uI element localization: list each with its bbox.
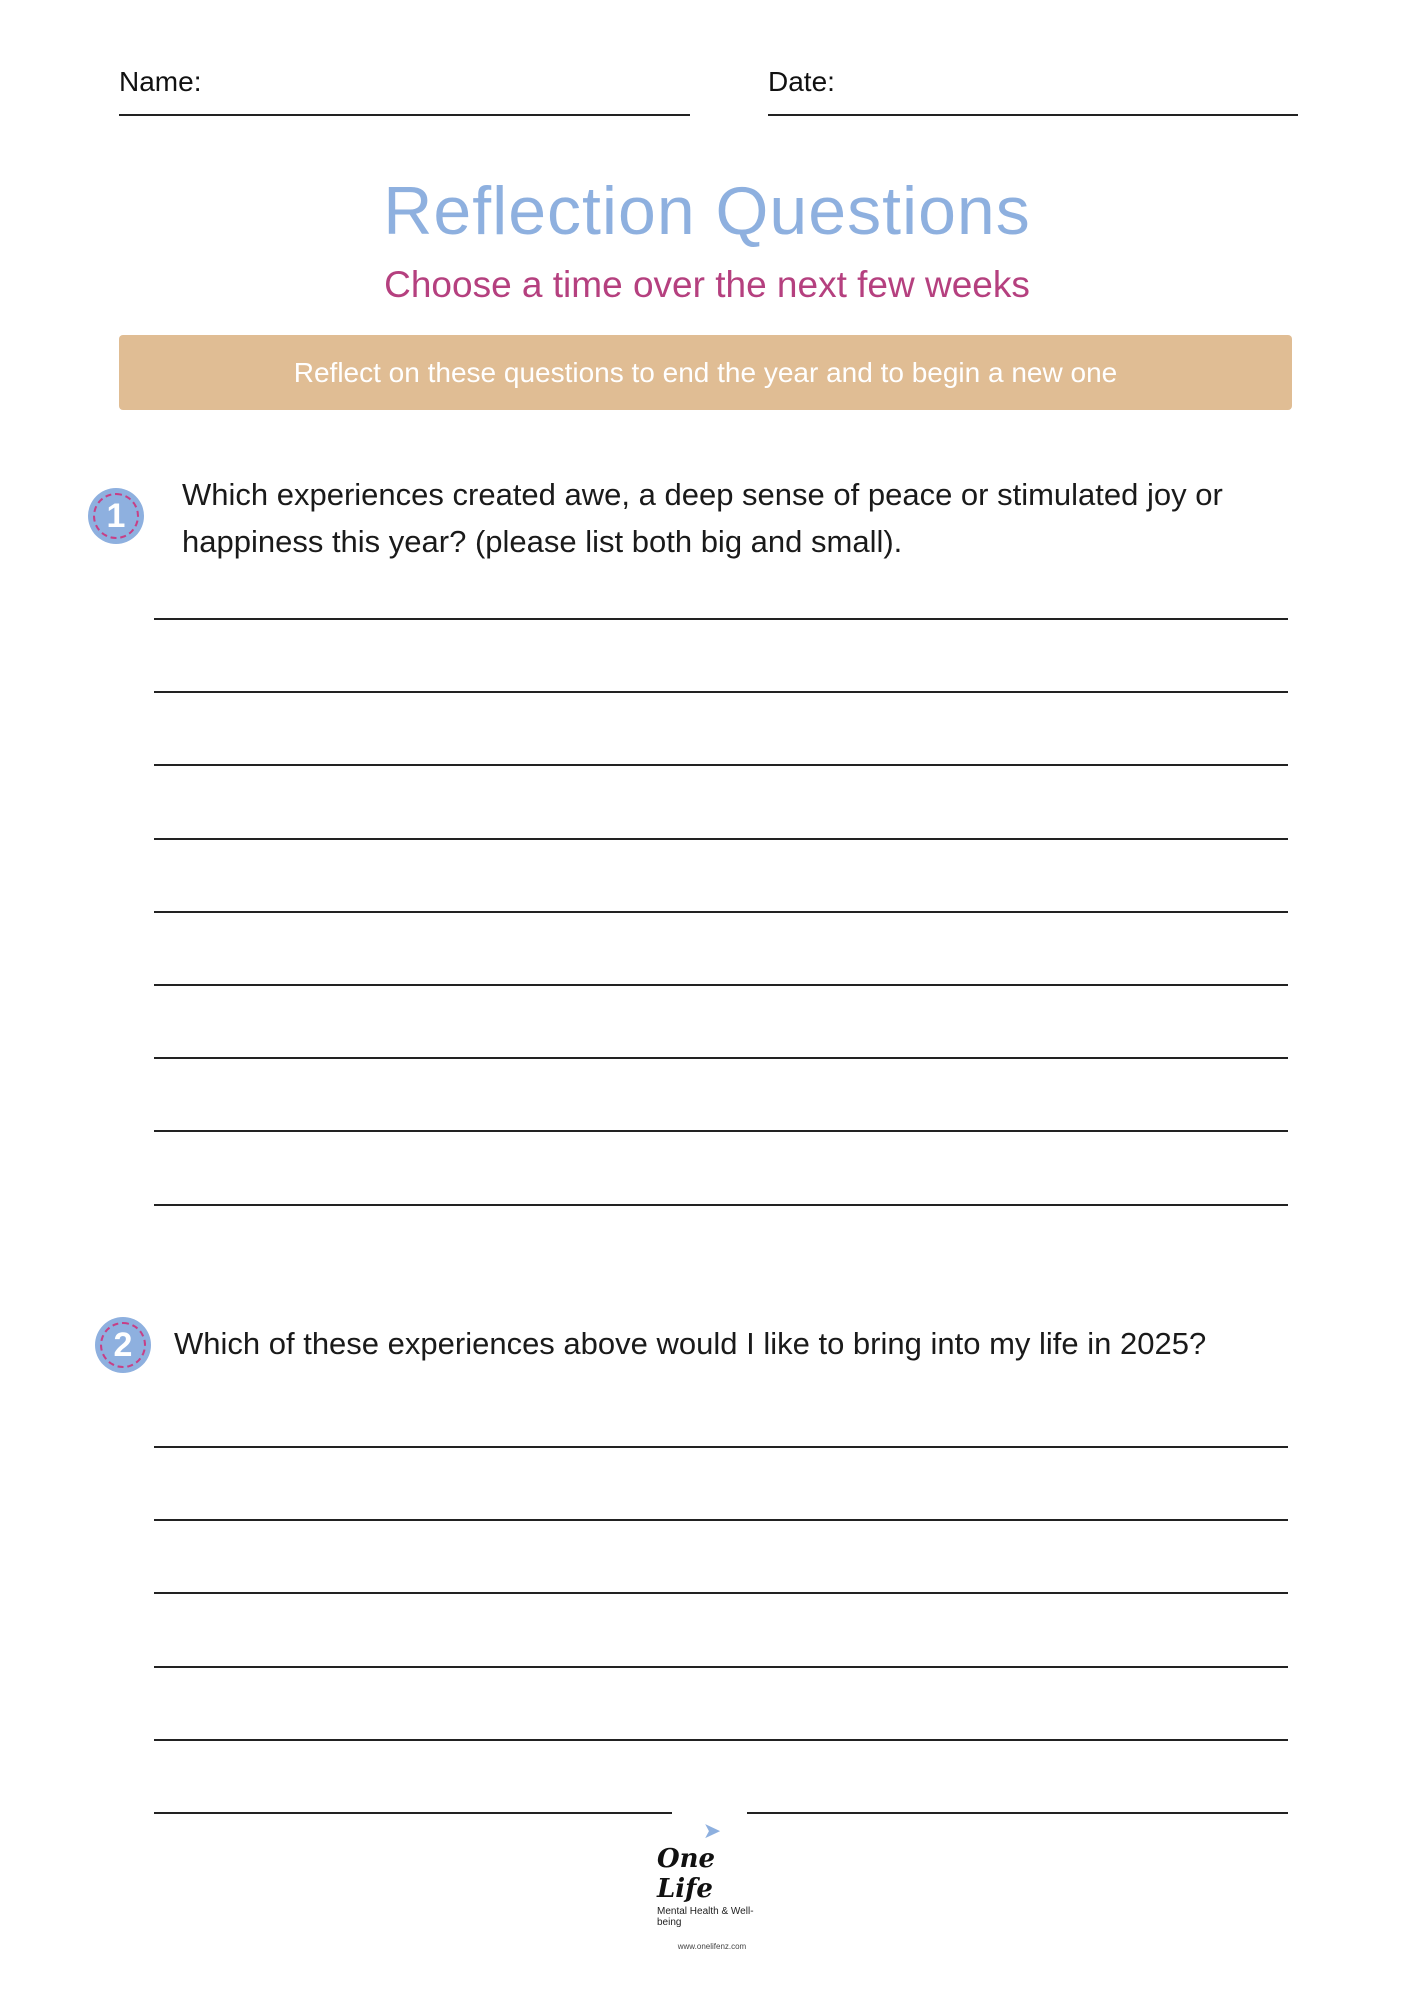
question-2-number: 2 <box>113 1325 133 1364</box>
question-2-line-1: Which of these experiences above would I like to bring into my life in 2025? <box>174 1326 1207 1361</box>
writing-line[interactable] <box>154 1446 1288 1448</box>
question-1-text <box>182 471 1223 565</box>
writing-line[interactable] <box>154 984 1288 986</box>
writing-line[interactable] <box>154 1519 1288 1521</box>
instruction-banner <box>119 335 1292 410</box>
question-1-number-badge <box>88 488 144 544</box>
writing-line[interactable] <box>154 1739 1288 1741</box>
question-1-line-1: Which experiences created awe, a deep sense of peace or stimulated joy or <box>182 477 1223 512</box>
writing-line[interactable] <box>154 691 1288 693</box>
writing-line[interactable] <box>154 911 1288 913</box>
writing-line[interactable] <box>747 1812 1288 1814</box>
logo-tagline: Mental Health & Well-being <box>657 1906 754 1928</box>
writing-line[interactable] <box>154 618 1288 620</box>
logo-url: www.onelifenz.com <box>677 1942 747 1951</box>
banner-text: Reflect on these questions to end the year and to begin a new one <box>293 356 1118 388</box>
page-subtitle: Choose a time over the next few weeks <box>384 264 1030 305</box>
question-1-line-2: happiness this year? (please list both big and small). <box>182 524 903 559</box>
question-1-number: 1 <box>106 496 126 535</box>
writing-line[interactable] <box>154 764 1288 766</box>
one-life-logo <box>657 1818 767 1951</box>
swallow-bird-icon: ➤ <box>702 1818 722 1843</box>
writing-line[interactable] <box>154 1812 672 1814</box>
writing-line[interactable] <box>154 1592 1288 1594</box>
date-label: Date: <box>768 66 835 97</box>
writing-line[interactable] <box>154 1130 1288 1132</box>
name-label: Name: <box>119 66 202 97</box>
writing-line[interactable] <box>154 1204 1288 1206</box>
logo-name: One Life <box>657 1844 716 1904</box>
writing-line[interactable] <box>154 1666 1288 1668</box>
question-2-number-badge <box>95 1317 151 1373</box>
writing-line[interactable] <box>154 1057 1288 1059</box>
question-2-text <box>174 1320 1206 1367</box>
name-field[interactable] <box>119 114 690 116</box>
writing-line[interactable] <box>154 838 1288 840</box>
page-title: Reflection Questions <box>383 173 1031 249</box>
date-field[interactable] <box>768 114 1298 116</box>
